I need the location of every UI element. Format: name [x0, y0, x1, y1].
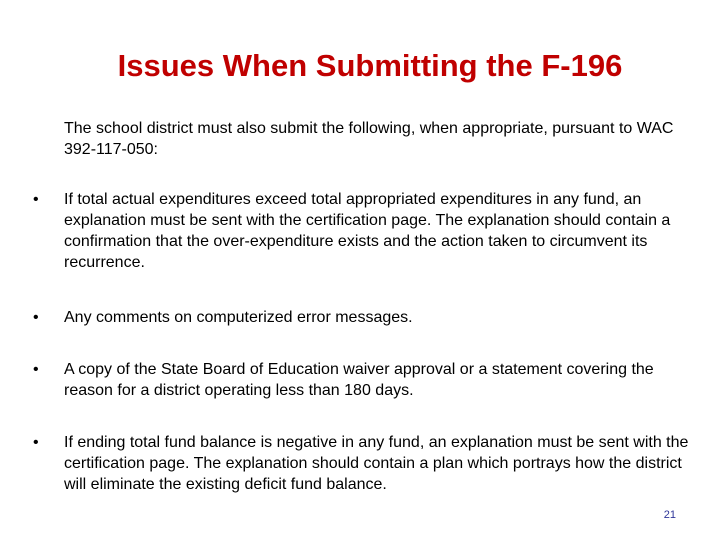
intro-text: The school district must also submit the following, when appropriate, pursuant to WAC 392-117-050:: [64, 120, 674, 158]
bullet-text: If ending total fund balance is negative in any fund, an explanation must be sent with the certification page. The explanation should contain a plan which portrays how the district will eliminate the existing deficit fund balance.: [64, 434, 689, 493]
bullet-text: If total actual expenditures exceed total appropriated expenditures in any fund, an explanation must be sent with the certification page. The explanation should contain a confirmation that the over-expenditure exists and the action taken to circumvent its recurrence.: [64, 191, 671, 271]
bullet-text: A copy of the State Board of Education waiver approval or a statement covering the reason for a district operating less than 180 days.: [64, 361, 654, 399]
slide-title: Issues When Submitting the F-196: [117, 48, 623, 83]
bullet-marker: •: [33, 361, 39, 378]
bullet-marker: •: [33, 309, 39, 326]
bullet-marker: •: [33, 434, 39, 451]
bullet-marker: •: [33, 191, 39, 208]
bullet-text: Any comments on computerized error messages.: [64, 309, 413, 326]
slide-page-number: 21: [663, 509, 676, 521]
